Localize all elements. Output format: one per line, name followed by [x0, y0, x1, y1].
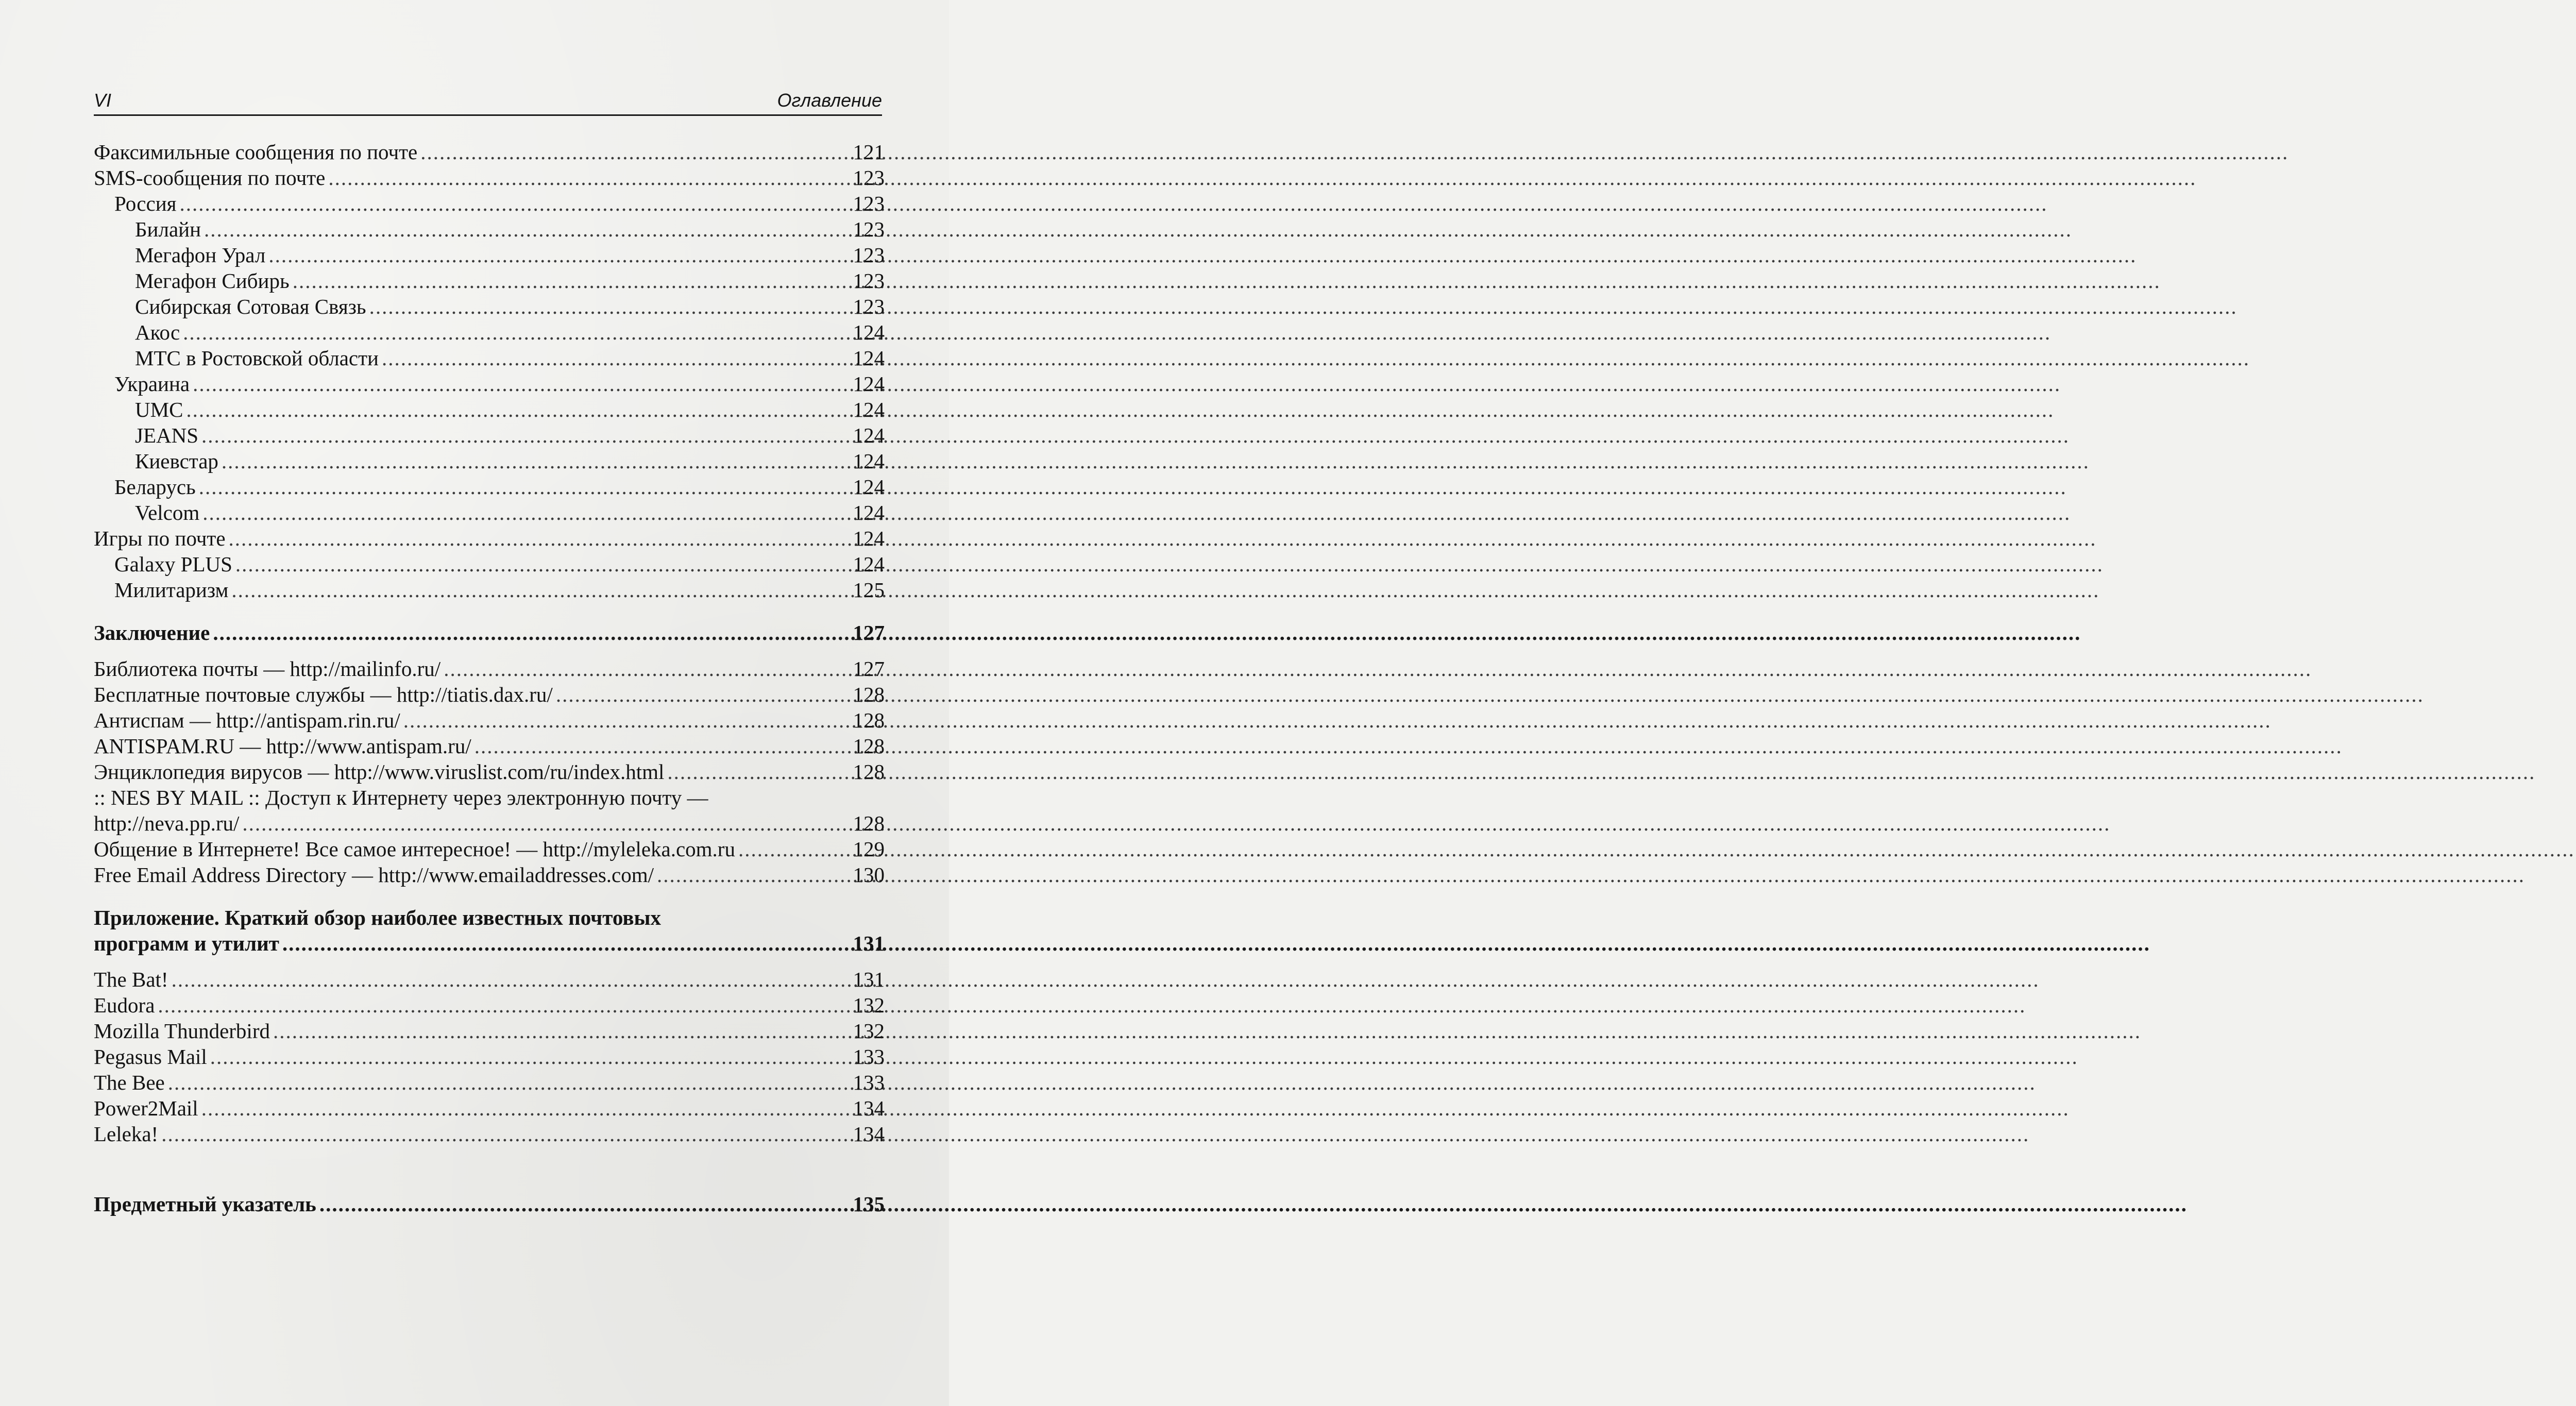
- dot-leader: [319, 1191, 852, 1217]
- toc-entry-title: Velcom: [135, 501, 200, 524]
- toc-entry-page: 131: [853, 968, 885, 991]
- toc-entry-title: Мегафон Сибирь: [135, 269, 290, 293]
- toc-entry: [94, 656, 885, 682]
- dot-leader: [242, 810, 852, 836]
- toc-entry-page: 124: [853, 424, 885, 447]
- toc-entry-title: МТС в Ростовской области: [135, 346, 379, 370]
- toc-entry-page: 124: [853, 527, 885, 550]
- toc-entry: [94, 1044, 885, 1070]
- dot-leader: [201, 1095, 852, 1121]
- toc-entry: [94, 1095, 885, 1121]
- toc-entry-page: 123: [853, 243, 885, 267]
- toc-entry-title: Mozilla Thunderbird: [94, 1019, 270, 1043]
- toc-entry-page: 129: [853, 837, 885, 861]
- toc-entry-title: Библиотека почты — http://mailinfo.ru/: [94, 657, 441, 681]
- toc-entry-page: 123: [853, 295, 885, 318]
- table-of-contents: [94, 139, 885, 1217]
- toc-entry-page: 123: [853, 217, 885, 241]
- dot-leader: [161, 1121, 852, 1147]
- dot-leader: [186, 397, 852, 422]
- dot-leader: [168, 1070, 852, 1095]
- dot-leader: [199, 474, 852, 500]
- toc-entry-page: 128: [853, 734, 885, 758]
- toc-entry-page: 128: [853, 708, 885, 732]
- toc-entry-title: Eudora: [94, 993, 155, 1017]
- toc-entry: [94, 294, 885, 319]
- toc-entry-title: Power2Mail: [94, 1096, 198, 1120]
- toc-entry-page: 134: [853, 1122, 885, 1146]
- toc-entry: [94, 500, 885, 526]
- toc-entry-title: The Bee: [94, 1071, 165, 1094]
- spacer: [94, 646, 885, 656]
- toc-entry-title: Билайн: [135, 217, 201, 241]
- toc-chapter-page: 127: [853, 621, 885, 645]
- dot-leader: [293, 268, 852, 294]
- toc-chapter-page: 131: [853, 931, 885, 955]
- toc-entry-page: 128: [853, 683, 885, 706]
- toc-entry-page: 128: [853, 760, 885, 784]
- toc-entry: [94, 992, 885, 1018]
- toc-entry-page: 124: [853, 320, 885, 344]
- toc-entry: [94, 682, 885, 707]
- toc-entry-title: Мегафон Урал: [135, 243, 266, 267]
- toc-entry: [94, 448, 885, 474]
- toc-entry: [94, 733, 885, 759]
- spacer: [94, 956, 885, 967]
- page-folio: VI: [94, 90, 112, 111]
- toc-entry-page: 130: [853, 863, 885, 887]
- toc-entry: [94, 759, 885, 785]
- dot-leader: [222, 448, 852, 474]
- toc-entry-title: Беларусь: [114, 475, 196, 499]
- toc-entry-page: 125: [853, 578, 885, 602]
- dot-leader: [210, 1044, 852, 1070]
- toc-entry-title: JEANS: [135, 424, 199, 447]
- toc-entry-title: Бесплатные почтовые службы — http://tiatis.dax.ru/: [94, 683, 553, 706]
- toc-entry-page: 127: [853, 657, 885, 681]
- toc-entry-title: SMS-сообщения по почте: [94, 166, 326, 190]
- toc-entry-title: Free Email Address Directory — http://www.emailaddresses.com/: [94, 863, 654, 887]
- toc-entry-title: ANTISPAM.RU — http://www.antispam.ru/: [94, 734, 471, 758]
- dot-leader: [202, 500, 852, 526]
- toc-entry-first-line: :: NES BY MAIL :: Доступ к Интернету через электронную почту —: [94, 786, 708, 809]
- dot-leader: [369, 294, 852, 319]
- book-page: [0, 0, 949, 1406]
- dot-leader: [268, 242, 852, 268]
- dot-leader: [213, 620, 852, 646]
- dot-leader: [235, 551, 852, 577]
- dot-leader: [444, 656, 852, 682]
- toc-entry-title: UMC: [135, 398, 183, 421]
- dot-leader: [201, 422, 852, 448]
- toc-entry-page: 128: [853, 811, 885, 835]
- toc-entry: [94, 810, 885, 836]
- dot-leader: [657, 862, 852, 888]
- toc-entry-title: Энциклопедия вирусов — http://www.viruslist.com/ru/index.html: [94, 760, 665, 784]
- toc-entry: [94, 577, 885, 603]
- toc-entry-page: 134: [853, 1096, 885, 1120]
- toc-entry-title: Киевстар: [135, 449, 218, 473]
- toc-entry: [94, 165, 885, 191]
- running-head: [94, 88, 882, 116]
- toc-entry-page: 124: [853, 398, 885, 421]
- toc-entry-page: 123: [853, 192, 885, 215]
- toc-entry: [94, 191, 885, 216]
- toc-entry: [94, 551, 885, 577]
- toc-entry-page: 124: [853, 372, 885, 396]
- toc-entry: [94, 139, 885, 165]
- toc-entry-page: 123: [853, 269, 885, 293]
- dot-leader: [474, 733, 852, 759]
- toc-entry: [94, 967, 885, 992]
- toc-entry-page: 124: [853, 475, 885, 499]
- toc-entry-page: 133: [853, 1071, 885, 1094]
- toc-entry-title: Leleka!: [94, 1122, 159, 1146]
- toc-entry-page: 123: [853, 166, 885, 190]
- toc-entry-title: Украина: [114, 372, 190, 396]
- spacer: [94, 1147, 885, 1191]
- toc-entry-title: Акос: [135, 320, 180, 344]
- toc-entry-title: Факсимильные сообщения по почте: [94, 140, 418, 164]
- toc-entry: [94, 371, 885, 397]
- toc-entry-title: Антиспам — http://antispam.rin.ru/: [94, 708, 400, 732]
- dot-leader: [328, 165, 852, 191]
- toc-entry: [94, 397, 885, 422]
- dot-leader: [403, 707, 852, 733]
- toc-entry: [94, 216, 885, 242]
- dot-leader: [667, 759, 852, 785]
- toc-entry-title: Игры по почте: [94, 527, 226, 550]
- dot-leader: [172, 967, 852, 992]
- toc-entry-page: 133: [853, 1045, 885, 1069]
- toc-chapter-title: Заключение: [94, 621, 210, 645]
- dot-leader: [180, 191, 852, 216]
- toc-entry-title: http://neva.pp.ru/: [94, 811, 240, 835]
- toc-entry: [94, 1121, 885, 1147]
- toc-entry: [94, 1018, 885, 1044]
- toc-chapter-entry: [94, 620, 885, 646]
- toc-entry: [94, 422, 885, 448]
- toc-entry-title: Сибирская Сотовая Связь: [135, 295, 366, 318]
- toc-entry-title: Россия: [114, 192, 177, 215]
- toc-entry-title: Милитаризм: [114, 578, 229, 602]
- toc-entry: [94, 242, 885, 268]
- toc-chapter-entry: [94, 930, 885, 956]
- toc-entry-title: The Bat!: [94, 968, 168, 991]
- toc-entry: [94, 836, 885, 862]
- dot-leader: [420, 139, 852, 165]
- toc-chapter-title-first-line: Приложение. Краткий обзор наиболее известных почтовых: [94, 906, 662, 929]
- toc-entry-page: 124: [853, 449, 885, 473]
- toc-chapter-title: Предметный указатель: [94, 1192, 316, 1216]
- dot-leader: [231, 577, 852, 603]
- toc-entry: [94, 707, 885, 733]
- toc-entry: [94, 474, 885, 500]
- toc-entry: [94, 526, 885, 551]
- spacer: [94, 888, 885, 905]
- toc-entry: [94, 862, 885, 888]
- toc-entry-page: 132: [853, 993, 885, 1017]
- toc-entry-page: 132: [853, 1019, 885, 1043]
- dot-leader: [738, 836, 852, 862]
- dot-leader: [158, 992, 852, 1018]
- toc-entry: [94, 268, 885, 294]
- toc-entry-title: Galaxy PLUS: [114, 552, 232, 576]
- toc-entry-page: 124: [853, 501, 885, 524]
- dot-leader: [183, 319, 852, 345]
- dot-leader: [273, 1018, 852, 1044]
- dot-leader: [204, 216, 852, 242]
- toc-chapter-entry: [94, 1191, 885, 1217]
- spacer: [94, 603, 885, 620]
- toc-entry: [94, 345, 885, 371]
- toc-entry-page: 124: [853, 346, 885, 370]
- toc-chapter-page: 135: [853, 1192, 885, 1216]
- dot-leader: [193, 371, 852, 397]
- toc-entry-page: 124: [853, 552, 885, 576]
- toc-entry: [94, 1070, 885, 1095]
- dot-leader: [282, 930, 852, 956]
- dot-leader: [556, 682, 852, 707]
- toc-chapter-title: программ и утилит: [94, 931, 279, 955]
- dot-leader: [229, 526, 852, 551]
- toc-entry: [94, 319, 885, 345]
- dot-leader: [382, 345, 852, 371]
- toc-entry-title: Pegasus Mail: [94, 1045, 207, 1069]
- running-head-title: Оглавление: [777, 90, 882, 111]
- toc-entry-page: 121: [853, 140, 885, 164]
- toc-entry-title: Общение в Интернете! Все самое интересное! — http://myleleka.com.ru: [94, 837, 735, 861]
